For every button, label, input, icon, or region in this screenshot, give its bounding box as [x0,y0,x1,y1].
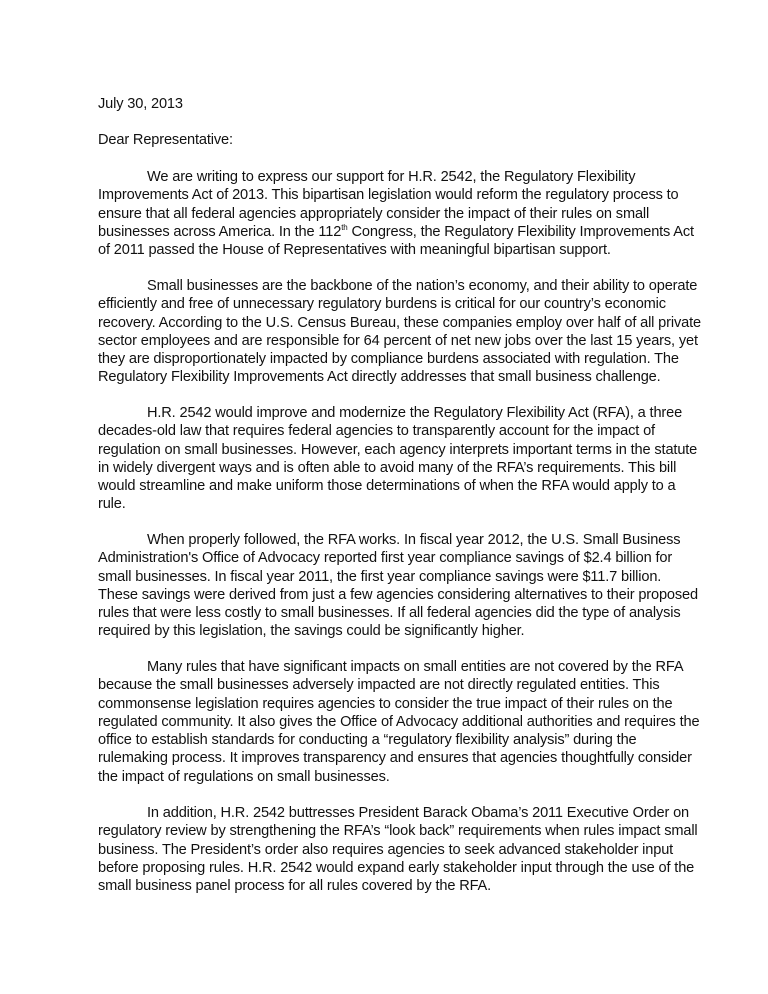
paragraph-line [98,223,698,241]
paragraph-3 [98,404,698,514]
paragraph-line: H.R. 2542 would improve and modernize the Regulatory Flexibility Act (RFA), a three [147,405,683,421]
paragraph-2 [98,277,701,387]
paragraph-line: When properly followed, the RFA works. In fiscal year 2012, the U.S. Small Business [147,532,681,548]
paragraph-line: they are disproportionately impacted by compliance burdens associated with regulation. The [98,351,679,368]
paragraph-5 [98,658,698,786]
paragraph-line: recovery. According to the U.S. Census Bureau, these companies employ over half of all private [98,314,701,331]
paragraph-line: the impact of regulations on small businesses. [98,768,390,785]
paragraph-line: Administration's Office of Advocacy reported first year compliance savings of $2.4 billion for [98,550,673,567]
line-text: Congress, the Regulatory Flexibility Improvements Act [347,223,694,240]
paragraph-line: of 2011 passed the House of Representatives with meaningful bipartisan support. [98,242,611,259]
paragraph-6 [98,804,698,895]
line-text: businesses across America. In the 112 [98,223,342,240]
paragraph-line: would streamline and make uniform those determinations of when the RFA would apply to a [98,478,676,495]
paragraph-line: Many rules that have significant impacts on small entities are not covered by the RFA [147,659,684,675]
paragraph-line: decades-old law that requires federal agencies to transparently account for the impact of [98,423,655,440]
paragraph-1 [98,168,698,259]
paragraph-line: Improvements Act of 2013. This bipartisan legislation would reform the regulatory process to [98,187,679,204]
paragraph-line: Regulatory Flexibility Improvements Act directly addresses that small business challenge. [98,369,661,386]
paragraph-line: rulemaking process. It improves transparency and ensures that agencies thoughtfully consider [98,750,692,767]
paragraph-line: regulation on small businesses. However, each agency interprets important terms in the statute [98,441,698,458]
paragraph-line: rule. [98,496,126,513]
paragraph-line: efficiently and free of unnecessary regulatory burdens is critical for our country’s economic [98,296,666,313]
ordinal-superscript: th [341,222,348,232]
salutation-text: Dear Representative: [98,132,233,148]
paragraph-line: office to establish standards for conducting a “regulatory flexibility analysis” during the [98,732,637,749]
letter-date [98,95,698,113]
paragraph-line: required by this legislation, the savings could be significantly higher. [98,623,525,640]
paragraph-line: These savings were derived from just a few agencies considering alternatives to their proposed [98,586,698,603]
paragraph-line: before proposing rules. H.R. 2542 would expand early stakeholder input through the use of the [98,859,695,876]
paragraph-line: commonsense legislation requires agencies to consider the true impact of their rules on the [98,695,673,712]
paragraph-4 [98,531,698,641]
paragraph-line: because the small businesses adversely impacted are not directly regulated entities. This [98,677,660,694]
paragraph-line: We are writing to express our support for H.R. 2542, the Regulatory Flexibility [147,169,636,185]
paragraph-line: small business panel process for all rules covered by the RFA. [98,878,492,895]
paragraph-line: rules that were less costly to small businesses. If all federal agencies did the type of analysis [98,605,681,622]
paragraph-line: in widely divergent ways and is often able to avoid many of the RFA’s requirements. This bill [98,459,677,476]
paragraph-line: regulated community. It also gives the Office of Advocacy additional authorities and requires the [98,713,700,730]
letter-salutation [98,131,698,149]
paragraph-line: Small businesses are the backbone of the nation’s economy, and their ability to operate [147,278,698,294]
paragraph-line: ensure that all federal agencies appropriately consider the impact of their rules on small [98,205,650,222]
paragraph-line: sector employees and are responsible for 64 percent of net new jobs over the last 15 years, yet [98,332,698,349]
paragraph-line: small businesses. In fiscal year 2011, the first year compliance savings were $11.7 billion. [98,568,662,585]
date-text: July 30, 2013 [98,96,183,112]
paragraph-line: regulatory review by strengthening the RFA’s “look back” requirements when rules impact small [98,823,698,840]
paragraph-line: In addition, H.R. 2542 buttresses President Barack Obama’s 2011 Executive Order on [147,805,690,821]
paragraph-line: business. The President’s order also requires agencies to seek advanced stakeholder input [98,841,674,858]
